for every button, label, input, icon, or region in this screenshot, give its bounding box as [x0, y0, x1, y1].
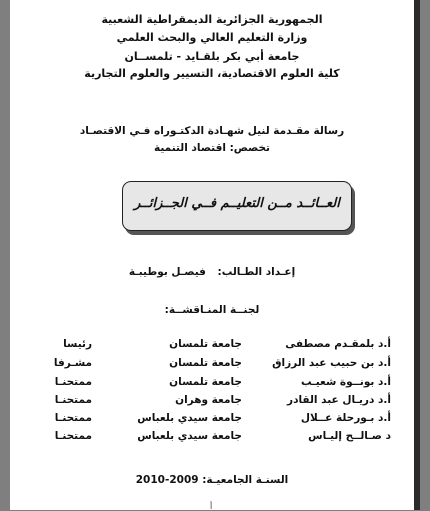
- document-page: [10, 0, 414, 510]
- page-shadow: [414, 0, 420, 510]
- header-university: جامعة أبي بكر بلقـايد - تلمســان: [124, 50, 300, 63]
- member-name: أ.د بونــوة شعيـب: [301, 376, 391, 388]
- member-name: د صـالــح إليـاس: [308, 430, 391, 442]
- committee-row: [10, 430, 414, 446]
- student-line: [10, 266, 414, 278]
- committee-heading: لجنــة المنـاقشــة:: [164, 304, 260, 316]
- member-name: أ.د دريـال عبد القادر: [287, 394, 391, 406]
- student-label: إعـداد الطـالب:: [217, 266, 296, 278]
- committee-row: [10, 357, 414, 373]
- academic-year: السنـة الجامعيـة: 2009-2010: [135, 474, 289, 486]
- student-name: فيصـل بوطيبـة: [128, 266, 206, 278]
- committee-row: [10, 376, 414, 392]
- member-role: ممتحنـا: [54, 394, 92, 406]
- member-university: جامعة وهران: [175, 394, 242, 406]
- member-university: جامعة سيدي بلعباس: [137, 430, 242, 442]
- header-faculty: كلية العلوم الاقتصادية، التسيير والعلوم التجارية: [84, 67, 340, 80]
- thesis-description: رسالة مقـدمة لنيل شهـادة الدكتـوراه فـي الاقتصـاد: [79, 125, 345, 137]
- member-university: جامعة تلمسان: [169, 357, 242, 369]
- thesis-title: العــائــد مــن التعليــم فــي الجــزائــر: [134, 196, 340, 211]
- member-university: جامعة تلمسان: [169, 376, 242, 388]
- committee-row: [10, 412, 414, 428]
- member-name: أ.د بلمقـدم مصطفى: [285, 338, 391, 350]
- member-role: ممتحنـا: [54, 376, 92, 388]
- page-number: أ: [210, 502, 213, 511]
- header-republic: الجمهورية الجزائرية الديمقراطية الشعبية: [101, 13, 323, 26]
- member-role: ممتحنـا: [54, 412, 92, 424]
- member-name: أ.د بن حبيب عبد الرزاق: [272, 357, 391, 369]
- member-role: مشـرفا: [53, 357, 92, 369]
- thesis-specialty: تخصص: اقتصاد التنمية: [154, 142, 270, 154]
- title-box: [122, 181, 352, 231]
- member-role: ممتحنـا: [54, 430, 92, 442]
- member-university: جامعة تلمسان: [169, 338, 242, 350]
- member-role: رئيسا: [63, 338, 92, 350]
- member-university: جامعة سيدي بلعباس: [137, 412, 242, 424]
- committee-row: [10, 338, 414, 354]
- committee-row: [10, 394, 414, 410]
- member-name: أ.د بـورحلة عــلال: [300, 412, 391, 424]
- header-ministry: وزارة التعليم العالي والبحث العلمي: [116, 31, 308, 44]
